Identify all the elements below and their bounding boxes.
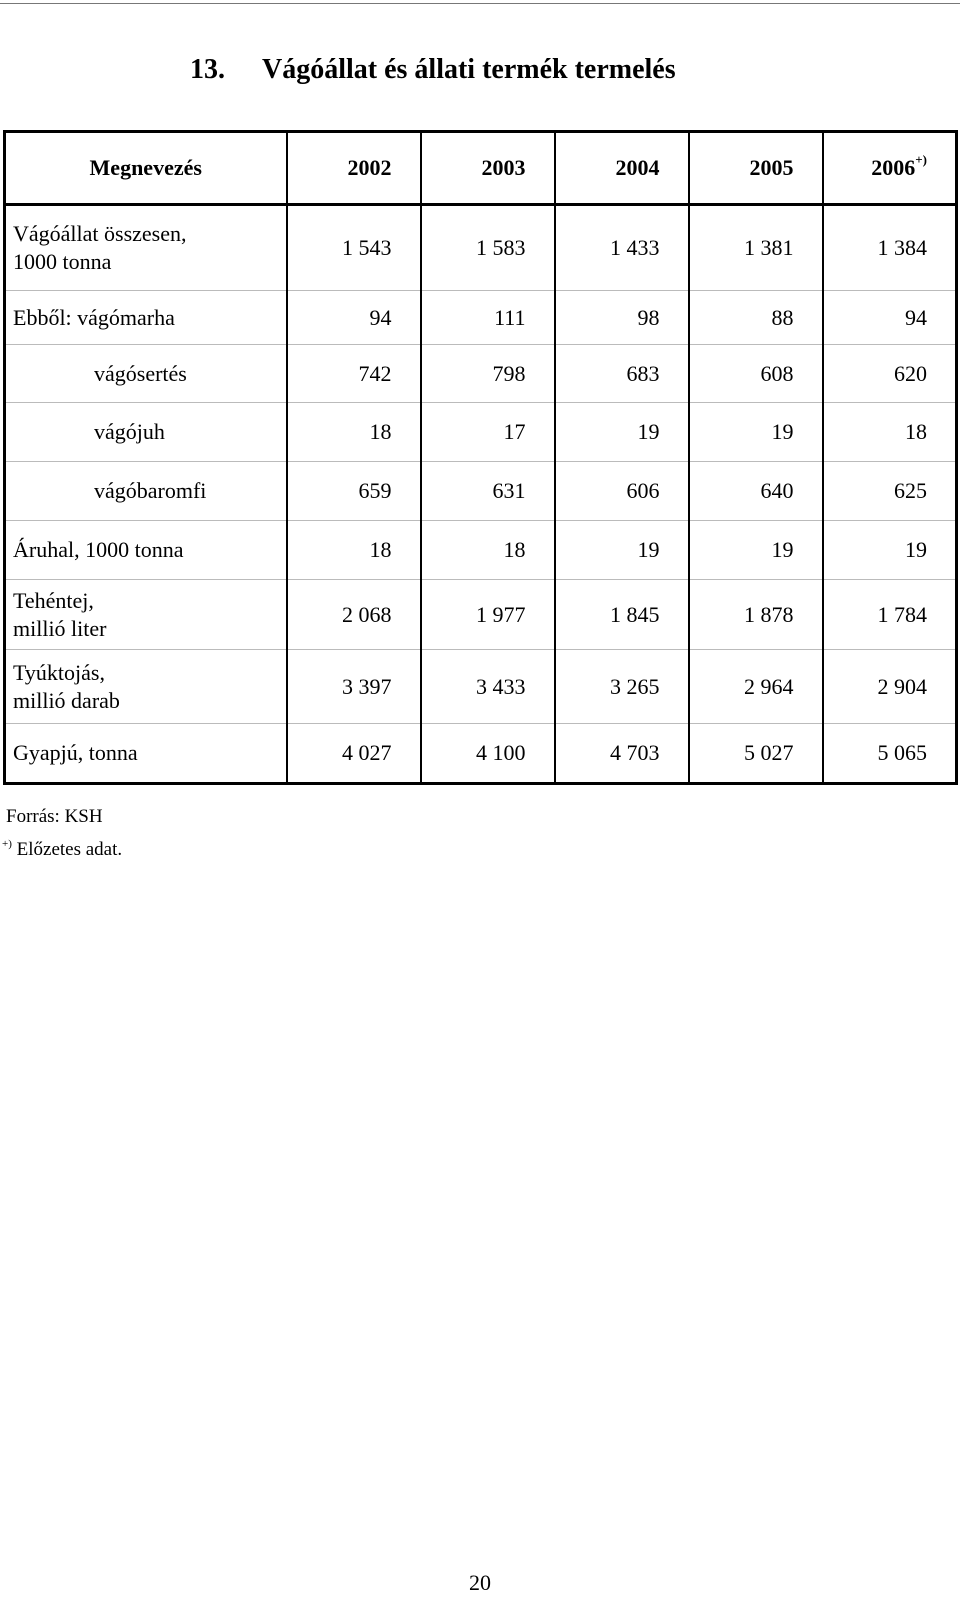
value-cell: 98 xyxy=(555,291,689,345)
row-label-unit: millió liter xyxy=(13,615,107,641)
value-cell: 19 xyxy=(689,521,823,580)
table-row xyxy=(5,650,957,724)
table-row xyxy=(5,345,957,403)
value-cell: 19 xyxy=(555,403,689,462)
table-number: 13. xyxy=(190,54,225,85)
value-cell: 2 904 xyxy=(823,650,957,724)
row-label-text: Ebből: vágómarha xyxy=(13,304,175,330)
value-cell: 94 xyxy=(823,291,957,345)
value-cell: 1 583 xyxy=(421,205,555,291)
value-cell: 3 397 xyxy=(287,650,421,724)
row-label xyxy=(5,724,287,784)
row-label xyxy=(5,291,287,345)
value-cell: 94 xyxy=(287,291,421,345)
preliminary-footnote xyxy=(2,839,122,861)
footnote-mark: +) xyxy=(2,838,12,850)
row-label xyxy=(5,205,287,291)
table-row xyxy=(5,403,957,462)
column-header-year: 2005 xyxy=(689,132,823,205)
page-number: 20 xyxy=(469,1570,491,1595)
table-row xyxy=(5,291,957,345)
row-label-text: Tehéntej, xyxy=(13,587,94,613)
value-cell: 18 xyxy=(823,403,957,462)
value-cell: 608 xyxy=(689,345,823,403)
value-cell: 19 xyxy=(689,403,823,462)
value-cell: 3 433 xyxy=(421,650,555,724)
row-label-text: Gyapjú, tonna xyxy=(13,740,138,765)
table-title: Vágóállat és állati termék termelés xyxy=(262,54,676,85)
row-label xyxy=(5,521,287,580)
value-cell: 742 xyxy=(287,345,421,403)
value-cell: 17 xyxy=(421,403,555,462)
row-label xyxy=(5,462,287,521)
row-label-unit: 1000 tonna xyxy=(13,249,112,274)
table-row xyxy=(5,462,957,521)
table-row xyxy=(5,205,957,291)
column-header-year: 2003 xyxy=(421,132,555,205)
preliminary-mark: +) xyxy=(915,152,927,167)
value-cell: 683 xyxy=(555,345,689,403)
value-cell: 1 433 xyxy=(555,205,689,291)
value-cell: 606 xyxy=(555,462,689,521)
value-cell: 18 xyxy=(287,403,421,462)
row-label-text: vágójuh xyxy=(94,419,165,444)
value-cell: 18 xyxy=(287,521,421,580)
value-cell: 640 xyxy=(689,462,823,521)
table-row xyxy=(5,521,957,580)
top-rule xyxy=(0,3,960,4)
value-cell: 625 xyxy=(823,462,957,521)
row-label xyxy=(5,580,287,650)
value-cell: 1 384 xyxy=(823,205,957,291)
row-label-text: Áruhal, 1000 tonna xyxy=(13,537,184,562)
column-header-year: 2002 xyxy=(287,132,421,205)
production-table xyxy=(3,130,958,785)
value-cell: 1 845 xyxy=(555,580,689,650)
value-cell: 620 xyxy=(823,345,957,403)
source-note: Forrás: KSH xyxy=(6,806,103,827)
table-row xyxy=(5,724,957,784)
value-cell: 2 964 xyxy=(689,650,823,724)
page-title xyxy=(190,52,676,88)
value-cell: 3 265 xyxy=(555,650,689,724)
value-cell: 1 784 xyxy=(823,580,957,650)
value-cell: 4 703 xyxy=(555,724,689,784)
value-cell: 5 027 xyxy=(689,724,823,784)
row-label xyxy=(5,345,287,403)
value-cell: 1 543 xyxy=(287,205,421,291)
value-cell: 111 xyxy=(421,291,555,345)
value-cell: 798 xyxy=(421,345,555,403)
table-body xyxy=(5,205,957,784)
column-header-year-preliminary xyxy=(823,132,957,205)
value-cell: 18 xyxy=(421,521,555,580)
column-header-year: 2004 xyxy=(555,132,689,205)
value-cell: 1 977 xyxy=(421,580,555,650)
row-label-text: Vágóállat összesen, xyxy=(13,221,187,246)
row-label-text: vágóbaromfi xyxy=(94,478,207,503)
value-cell: 631 xyxy=(421,462,555,521)
row-label xyxy=(5,650,287,724)
value-cell: 1 381 xyxy=(689,205,823,291)
row-label-unit: millió darab xyxy=(13,687,120,713)
row-label-text: vágósertés xyxy=(94,360,187,386)
row-label xyxy=(5,403,287,462)
value-cell: 19 xyxy=(823,521,957,580)
row-label-text: Tyúktojás, xyxy=(13,659,105,685)
value-cell: 4 027 xyxy=(287,724,421,784)
value-cell: 88 xyxy=(689,291,823,345)
table-header-row xyxy=(5,132,957,205)
value-cell: 1 878 xyxy=(689,580,823,650)
value-cell: 2 068 xyxy=(287,580,421,650)
value-cell: 4 100 xyxy=(421,724,555,784)
column-header-name: Megnevezés xyxy=(5,132,287,205)
year-label: 2006 xyxy=(871,155,916,180)
table-row xyxy=(5,580,957,650)
value-cell: 659 xyxy=(287,462,421,521)
footnote-text: Előzetes adat. xyxy=(16,839,123,860)
value-cell: 19 xyxy=(555,521,689,580)
value-cell: 5 065 xyxy=(823,724,957,784)
